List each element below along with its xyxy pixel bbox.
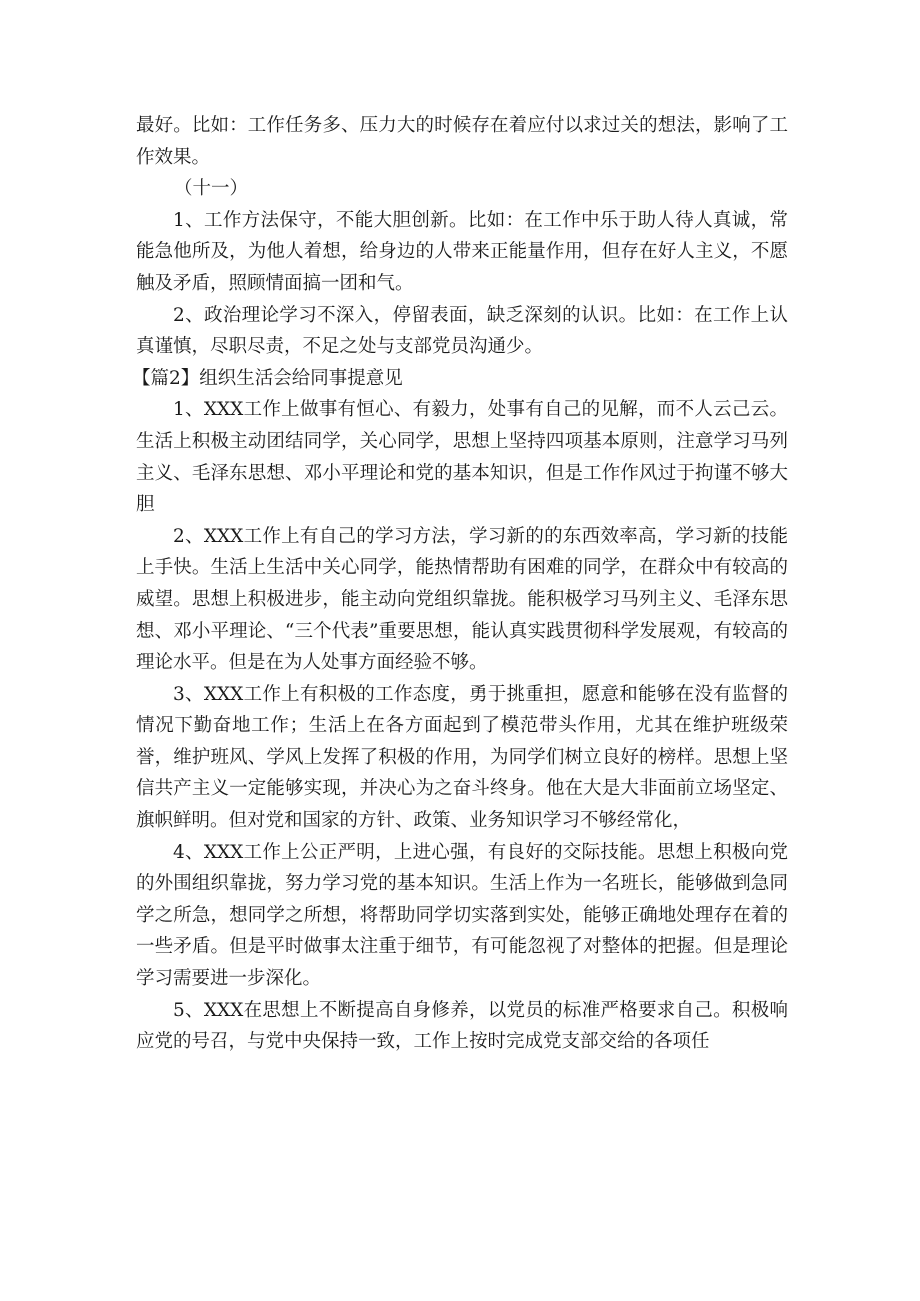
subheading-eleven: （十一） xyxy=(174,178,249,200)
paragraph-opinion-3: 3、XXX工作上有积极的工作态度，勇于挑重担，愿意和能够在没有监督的情况下勤奋地工作；生活上在各方面起到了模范带头作用，尤其在维护班级荣誉，维护班风、学风上发挥了积极的作用，为同学们树立良好的榜样。思想上坚信共产主义一定能够实现，并决心为之奋斗终身。他在大是大非面前立场坚定、旗帜鲜明。但对党和国家的方针、政策、业务知识学习不够经常化， xyxy=(136,683,788,832)
paragraph-opinion-1: 1、XXX工作上做事有恒心、有毅力，处事有自己的见解，而不人云己云。生活上积极主动团结同学，关心同学，思想上坚持四项基本原则，注意学习马列主义、毛泽东思想、邓小平理论和党的基本知识，但是工作作风过于拘谨不够大胆 xyxy=(136,399,788,516)
paragraph-opinion-2: 2、XXX工作上有自己的学习方法，学习新的的东西效率高，学习新的技能上手快。生活上生活中关心同学，能热情帮助有困难的同学，在群众中有较高的威望。思想上积极进步，能主动向党组织靠拢。能积极学习马列主义、毛泽东思想、邓小平理论、“三个代表”重要思想，能认真实践贯彻科学发展观，有较高的理论水平。但是在为人处事方面经验不够。 xyxy=(136,525,788,674)
paragraph-continuation: 最好。比如：工作任务多、压力大的时候存在着应付以求过关的想法，影响了工作效果。 xyxy=(136,115,788,168)
paragraph-item-2: 2、政治理论学习不深入，停留表面，缺乏深刻的认识。比如：在工作上认真谨慎，尽职尽责，不足之处与支部党员沟通少。 xyxy=(136,304,788,358)
paragraph-opinion-4: 4、XXX工作上公正严明，上进心强，有良好的交际技能。思想上积极向党的外围组织靠拢，努力学习党的基本知识。生活上作为一名班长，能够做到急同学之所急，想同学之所想，将帮助同学切实落到实处，能够正确地处理存在着的一些矛盾。但是平时做事太注重于细节，有可能忽视了对整体的把握。但是理论学习需要进一步深化。 xyxy=(136,841,788,990)
document-page xyxy=(132,110,788,1058)
paragraph-item-1: 1、工作方法保守，不能大胆创新。比如：在工作中乐于助人待人真诚，常能急他所及，为他人着想，给身边的人带来正能量作用，但存在好人主义，不愿触及矛盾，照顾情面搞一团和气。 xyxy=(136,209,788,294)
section-heading: 【篇2】组织生活会给同事提意见 xyxy=(132,367,403,389)
paragraph-opinion-5: 5、XXX在思想上不断提高自身修养，以党员的标准严格要求自己。积极响应党的号召，与党中央保持一致，工作上按时完成党支部交给的各项任 xyxy=(136,999,788,1053)
